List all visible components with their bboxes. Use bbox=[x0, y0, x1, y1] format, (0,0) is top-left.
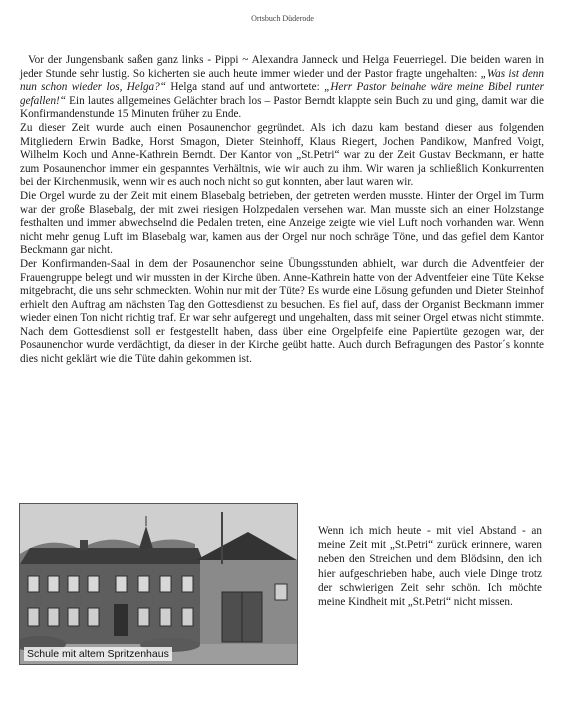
text-segment: Vor der Jungensbank saßen ganz links - Pippi ~ Alexandra Janneck und Helga Feuerriegel. Die beiden waren in jeder Stunde sehr lustig. So kicherten sie auch heute immer wieder und der Pastor fragte ungehalten: bbox=[20, 54, 544, 80]
school-photo bbox=[19, 503, 298, 665]
quoted-speech: „Herr Pastor beinahe wäre meine Bibel runter gefallen!“ bbox=[20, 81, 544, 107]
text-segment: Ein lautes allgemeines Gelächter brach los – Pastor Berndt klappte sein Buch zu und ging, damit war die Konfirmandenstunde 15 Minuten früher zu Ende. bbox=[20, 94, 544, 121]
school-building-image bbox=[20, 504, 297, 664]
text-segment: Der Konfirmanden-Saal in dem der Posaunenchor seine Übungsstunden abhielt, war durch die Adventfeier der Frauengruppe belegt und wir mussten in der Kirche üben. Anne-Kathrein hatte von der Adventfeier eine Tüte Kekse mitgebracht, die uns sehr schmeckten. Wohin nur mit der Tüte? Es wurde eine Lösung gefunden und Dieter Steinhof erhielt den Auftrag am nächsten Tag den Gottesdienst zu besuchen. Es fiel auf, dass der Organist Beckmann immer wieder einen Ton nicht richtig traf. Er war sehr aufgeregt und ungehalten, dass mit seiner Orgel etwas nicht stimmte. Nach dem Gottesdienst soll er festgestellt haben, dass über eine Orgelpfeife eine Papiertüte gezogen war, der Posaunenchor wurde verdächtigt, da dieser in der Kirche geübt hatte. Auch durch Befragungen des Pastor´s konnte dies nicht geklärt wie die Tüte dahin gekommen ist. bbox=[20, 257, 544, 366]
paragraph-orgel bbox=[20, 190, 544, 258]
text-segment: Die Orgel wurde zu der Zeit mit einem Blasebalg betrieben, der getreten werden musste. Hinter der Orgel im Turm war der große Blasebalg, der mit zwei riesigen Holzpedalen versehen war. Man musste sich an einer Holzstange festhalten und immer abwechselnd die Pedalen treten, eine Anzeige zeigte wie viel Luft noch vorhanden war. Wenn nicht mehr genug Luft im Blasebalg war, kamen aus der Orgel nur noch schräge Töne, und das gefiel dem Kantor Beckmann gar nicht. bbox=[20, 189, 544, 257]
text-segment: Zu dieser Zeit wurde auch einen Posaunenchor gegründet. Als ich dazu kam bestand dieser aus folgenden Mitgliedern Erwin Badke, Horst Smagon, Dieter Steinhoff, Klaus Riegert, Jochen Pandikow, Manfred Voigt, Wilhelm Koch und Anne-Kathrein Berndt. Der Kantor von „St.Petri“ war zu der Zeit Gustav Beckmann, er hatte zum Posaunenchor immer ein gespanntes Verhältnis, wie wir auch zu ihm. Wir waren ja schließlich Konkurrenten bei der Kirchenmusik, wenn wir es auch noch nicht so gut konnten, aber laut waren wir. bbox=[20, 121, 544, 189]
text-segment: Helga stand auf und antwortete: bbox=[165, 81, 325, 94]
paragraph-konfirmanden-saal bbox=[20, 258, 544, 367]
closing-paragraph: Wenn ich mich heute - mit viel Abstand - an meine Zeit mit „St.Petri“ zurück erinnere, waren neben den Streichen und dem Blödsinn, den ich hier aufgeschrieben habe, auch viele Dinge trotz der schwierigen Zeit sehr schön. Ich möchte meine Kindheit mit „St.Petri“ nicht missen. bbox=[318, 525, 542, 609]
article-body bbox=[20, 54, 544, 367]
quoted-speech: „Was ist denn nun schon wieder los, Helga?“ bbox=[20, 67, 544, 94]
paragraph-posaunenchor bbox=[20, 122, 544, 190]
paragraph-jungensbank bbox=[20, 54, 544, 122]
running-header: Ortsbuch Düderode bbox=[251, 14, 314, 23]
photo-caption: Schule mit altem Spritzenhaus bbox=[24, 647, 172, 661]
